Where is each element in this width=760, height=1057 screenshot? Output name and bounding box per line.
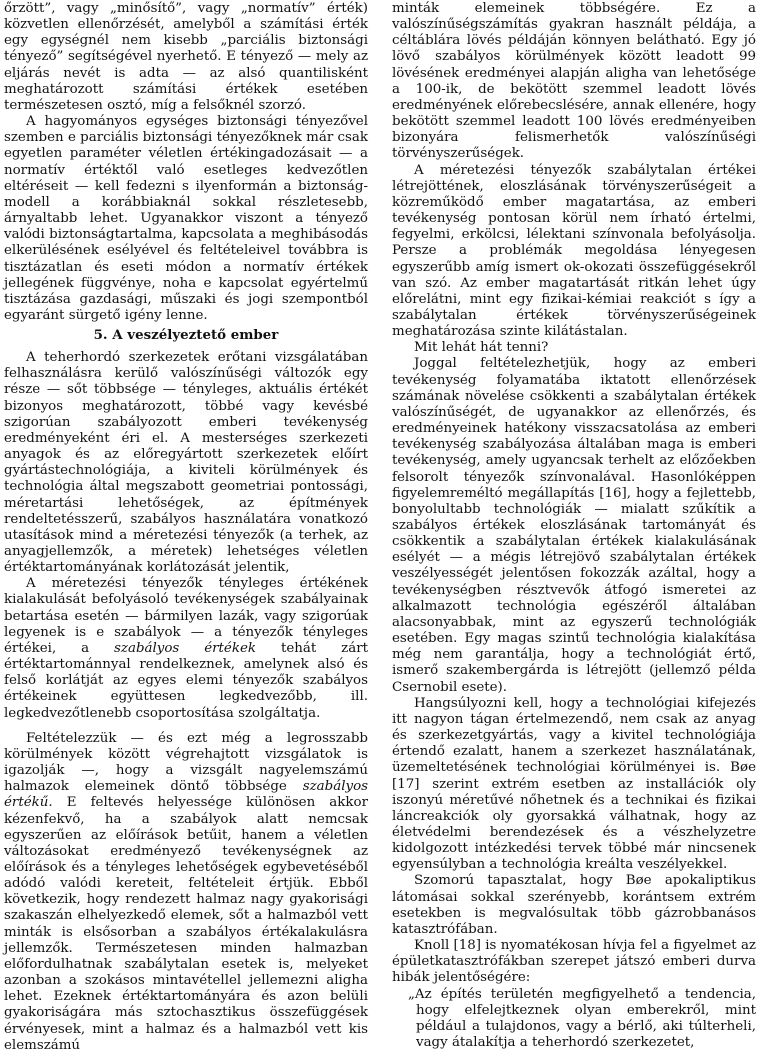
left-column bbox=[4, 1, 368, 1054]
paragraph-left-5-emphasis: szabályos értékű. bbox=[4, 779, 368, 811]
paragraph-left-2: A hagyományos egységes biztonsági tényezővel szemben e parciális biztonsági tényezőknek már csak egyetlen paraméter véletlen értékingadozásait — a normatív értéktől való esetleges kedvezőtlen eltéréseit — kell fedezni s ilyenformán a biztonság-modell a korábbiaknál sokkal részletesebb, árnyaltabb lehet. Ugyanakkor viszont a tényező valódi biztonságtartalma, kapcsolata a meghibásodás elkerülésének esélyével és feltételeivel továbbra is tisztázatlan és eseti módon a normatív értékek jellegének függvénye, noha e kapcsolat egyértelmű tisztázása gazdasági, műszaki és jogi szempontból egyaránt sürgető igény lenne. bbox=[4, 114, 368, 323]
paragraph-left-4-end: tehát zárt értéktartománnyal rendelkeznek, amelynek alsó és felső korlátját az egyes elemi tényezők szabályos értékeinek együttesen legkedvezőbb, ill. legkedvezőtlenebb csoportosítása szolgáltatja. bbox=[4, 640, 368, 721]
block-quote: „Az építés területén megfigyelhető a tendencia, hogy elfelejtkeznek olyan emberekről, mint például a tulajdonos, vagy a bérlő, aki túlterheli, vagy átalakítja a teherhordó szerkezetet, bbox=[408, 986, 756, 1050]
section-heading: 5. A veszélyeztető ember bbox=[93, 327, 279, 344]
paragraph-left-4-emphasis: szabályos értékek bbox=[114, 640, 257, 656]
paragraph-right-6: Szomorú tapasztalat, hogy Bøe apokaliptikus látomásai sokkal szerényebb, korántsem extrém esetekben is megvalósultak több gázrobbanásos katasztrófában. bbox=[392, 873, 756, 937]
paragraph-right-2: A méretezési tényezők szabálytalan értékei létrejöttének, eloszlásának törvényszerűségeit a közreműködő ember magatartása, az emberi tevékenység pontosan körül nem írható értelmi, fegyelmi, erkölcsi, lélektani színvonala befolyásolja. Persze a problémák megoldása lényegesen egyszerűbb amíg ismert ok-okozati összefüggésekről van szó. Az ember magatartását ritkán lehet úgy előrelátni, mint egy fizikai-kémiai reakciót s így a szabálytalan értékek törvényszerűségeinek meghatározása szinte kilátástalan. bbox=[392, 162, 756, 340]
right-column bbox=[392, 1, 756, 1051]
paragraph-left-5-end: E feltevés helyessége különösen akkor kézenfekvő, ha a szabályok alatt nemcsak egyszerűen az előírások betűit, hanem a véletlen változásokat eredményező tevékenységnek az előírások és a tényleges lehetőségek egybevetéséből adódó valódi kereteit, feltételeit értjük. Ebből következik, hogy rendezett halmaz nagy gyakorisági szakaszán elhelyezkedő elemek, sőt a halmazból vett minták is elsősorban a szabályos értékalakulásra jellemzők. Természetesen minden halmazban előfordulhatnak szabálytalan esetek is, melyeket azonban a szokásos mintavétellel jellemezni aligha lehet. Ezeknek értéktartományára és azon belüli gyakoriságára más sztochasztikus összefüggések érvényesek, mint a halmaz és a halmazból vett kis elemszámú bbox=[4, 795, 368, 1053]
paragraph-left-4 bbox=[4, 576, 368, 721]
paragraph-right-3: Mit lehát hát tenni? bbox=[414, 340, 549, 356]
paragraph-left-1: őrzött”, vagy „minősítő”, vagy „normatív” érték) közvetlen ellenőrzését, amelyből a számítási érték egy egységnél nem kisebb „parciális biztonsági tényező” segítségével nyerhető. E tényező — mely az eljárás nevét is adta — az alsó quantilisként meghatározott számítási értékek esetében természetesen osztó, míg a felsőknél szorzó. bbox=[4, 1, 368, 113]
paragraph-left-5 bbox=[4, 731, 368, 1054]
paragraph-right-5: Hangsúlyozni kell, hogy a technológiai kifejezés itt nagyon tágan értelmezendő, nem csak az anyag és szerkezetgyártás, vagy a kivitel technológiája értendő ezalatt, hanem a szerkezet használatának, üzemeltetésének technológiai körülményei is. Bøe [17] szerint extrém esetben az installációk oly iszonyú méretűvé nőhetnek és a technikai és fizikai láncreakciók oly gyorsakká válhatnak, hogy az életvédelmi berendezések és a vészhelyzetre kidolgozott intézkedési tervek többé már nincsenek egyensúlyban a technológia kreálta veszélyekkel. bbox=[392, 695, 756, 873]
paragraph-left-5-start: Feltételezzük — és ezt még a legrosszabb körülmények között végrehajtott vizsgálatok is igazolják —, hogy a vizsgált nagyelemszámú halmazok elemeinek döntő többsége bbox=[4, 730, 368, 795]
paragraph-right-7: Knoll [18] is nyomatékosan hívja fel a figyelmet az épületkatasztrófákban szerepet játszó emberi durva hibák jelentőségére: bbox=[392, 938, 756, 986]
paragraph-left-4-start: A méretezési tényezők tényleges értékének kialakulását befolyásoló tevékenységek szabályainak betartása esetén — bármilyen lazák, vagy szigorúak legyenek is e szabályok — a tényezők tényleges értékei, a bbox=[4, 576, 368, 656]
paragraph-right-1: minták elemeinek többségére. Ez a valószínűségszámítás gyakran használt példája, a céltáblára lövés példáján könnyen belátható. Egy jó lövő szabályos körülmények között leadott 99 lövésének eredményei alapján aligha van lehetősége a 100-ik, de bekötött szemmel leadott lövés eredményének előrebecslésére, annak ellenére, hogy bekötött szemmel leadott 100 lövés eredményeiben bizonyára felismerhetők valószínűségi törvényszerűségek. bbox=[392, 1, 756, 162]
paragraph-right-4: Joggal feltételezhetjük, hogy az emberi tevékenység folyamatába iktatott ellenőrzések számának növelése csökkenti a szabálytalan értékek valószínűségét, de ugyanakkor az ellenőrzés, és eredményeinek hatékony visszacsatolása az emberi tevékenység szabályozása általában maga is emberi tevékenység, amely ugyancsak terhelt az előzőekben felsorolt tényezők színvonalával. Hasonlóképpen figyelemreméltó megállapítás [16], hogy a fejlettebb, bonyolultabb technológiák — mialatt szűkítik a szabályos értékek eloszlásának tartományát és csökkentik a szabálytalan értékek kialakulásának esélyét — a mégis létrejövő szabálytalan értékek veszélyességét jelentősen fokozzák azáltal, hogy a tevékenységben résztvevők átfogó ismeretei az alkalmazott technológia egészéről általában alacsonyabbak, mint az egyszerű technológiák esetében. Egy magas szintű technológia kialakítása még nem garantálja, hogy a technológiát értő, ismerő szakembergárda is létrejött (jellemző példa Csernobil esete). bbox=[392, 356, 756, 695]
paragraph-left-3: A teherhordó szerkezetek erőtani vizsgálatában felhasználásra kerülő valószínűségi változók egy része — sőt többsége — tényleges, aktuális értékét bizonyos meghatározott, többé vagy kevésbé szigorúan szabályozott emberi tevékenység eredményeként éri el. A mesterséges szerkezeti anyagok és az előregyártott szerkezetek előírt gyártástechnológiája, a kiviteli körülmények és technológia által megszabott geometriai pontossági, méretartási lehetőségek, az építmények rendeltetésszerű, szabályos használatára vonatkozó utasítások mind a méretezési tényezők (a terhek, az anyagjellemzők, a méretek) lehetséges véletlen értéktartományának korlátozását jelentik, bbox=[4, 350, 368, 576]
